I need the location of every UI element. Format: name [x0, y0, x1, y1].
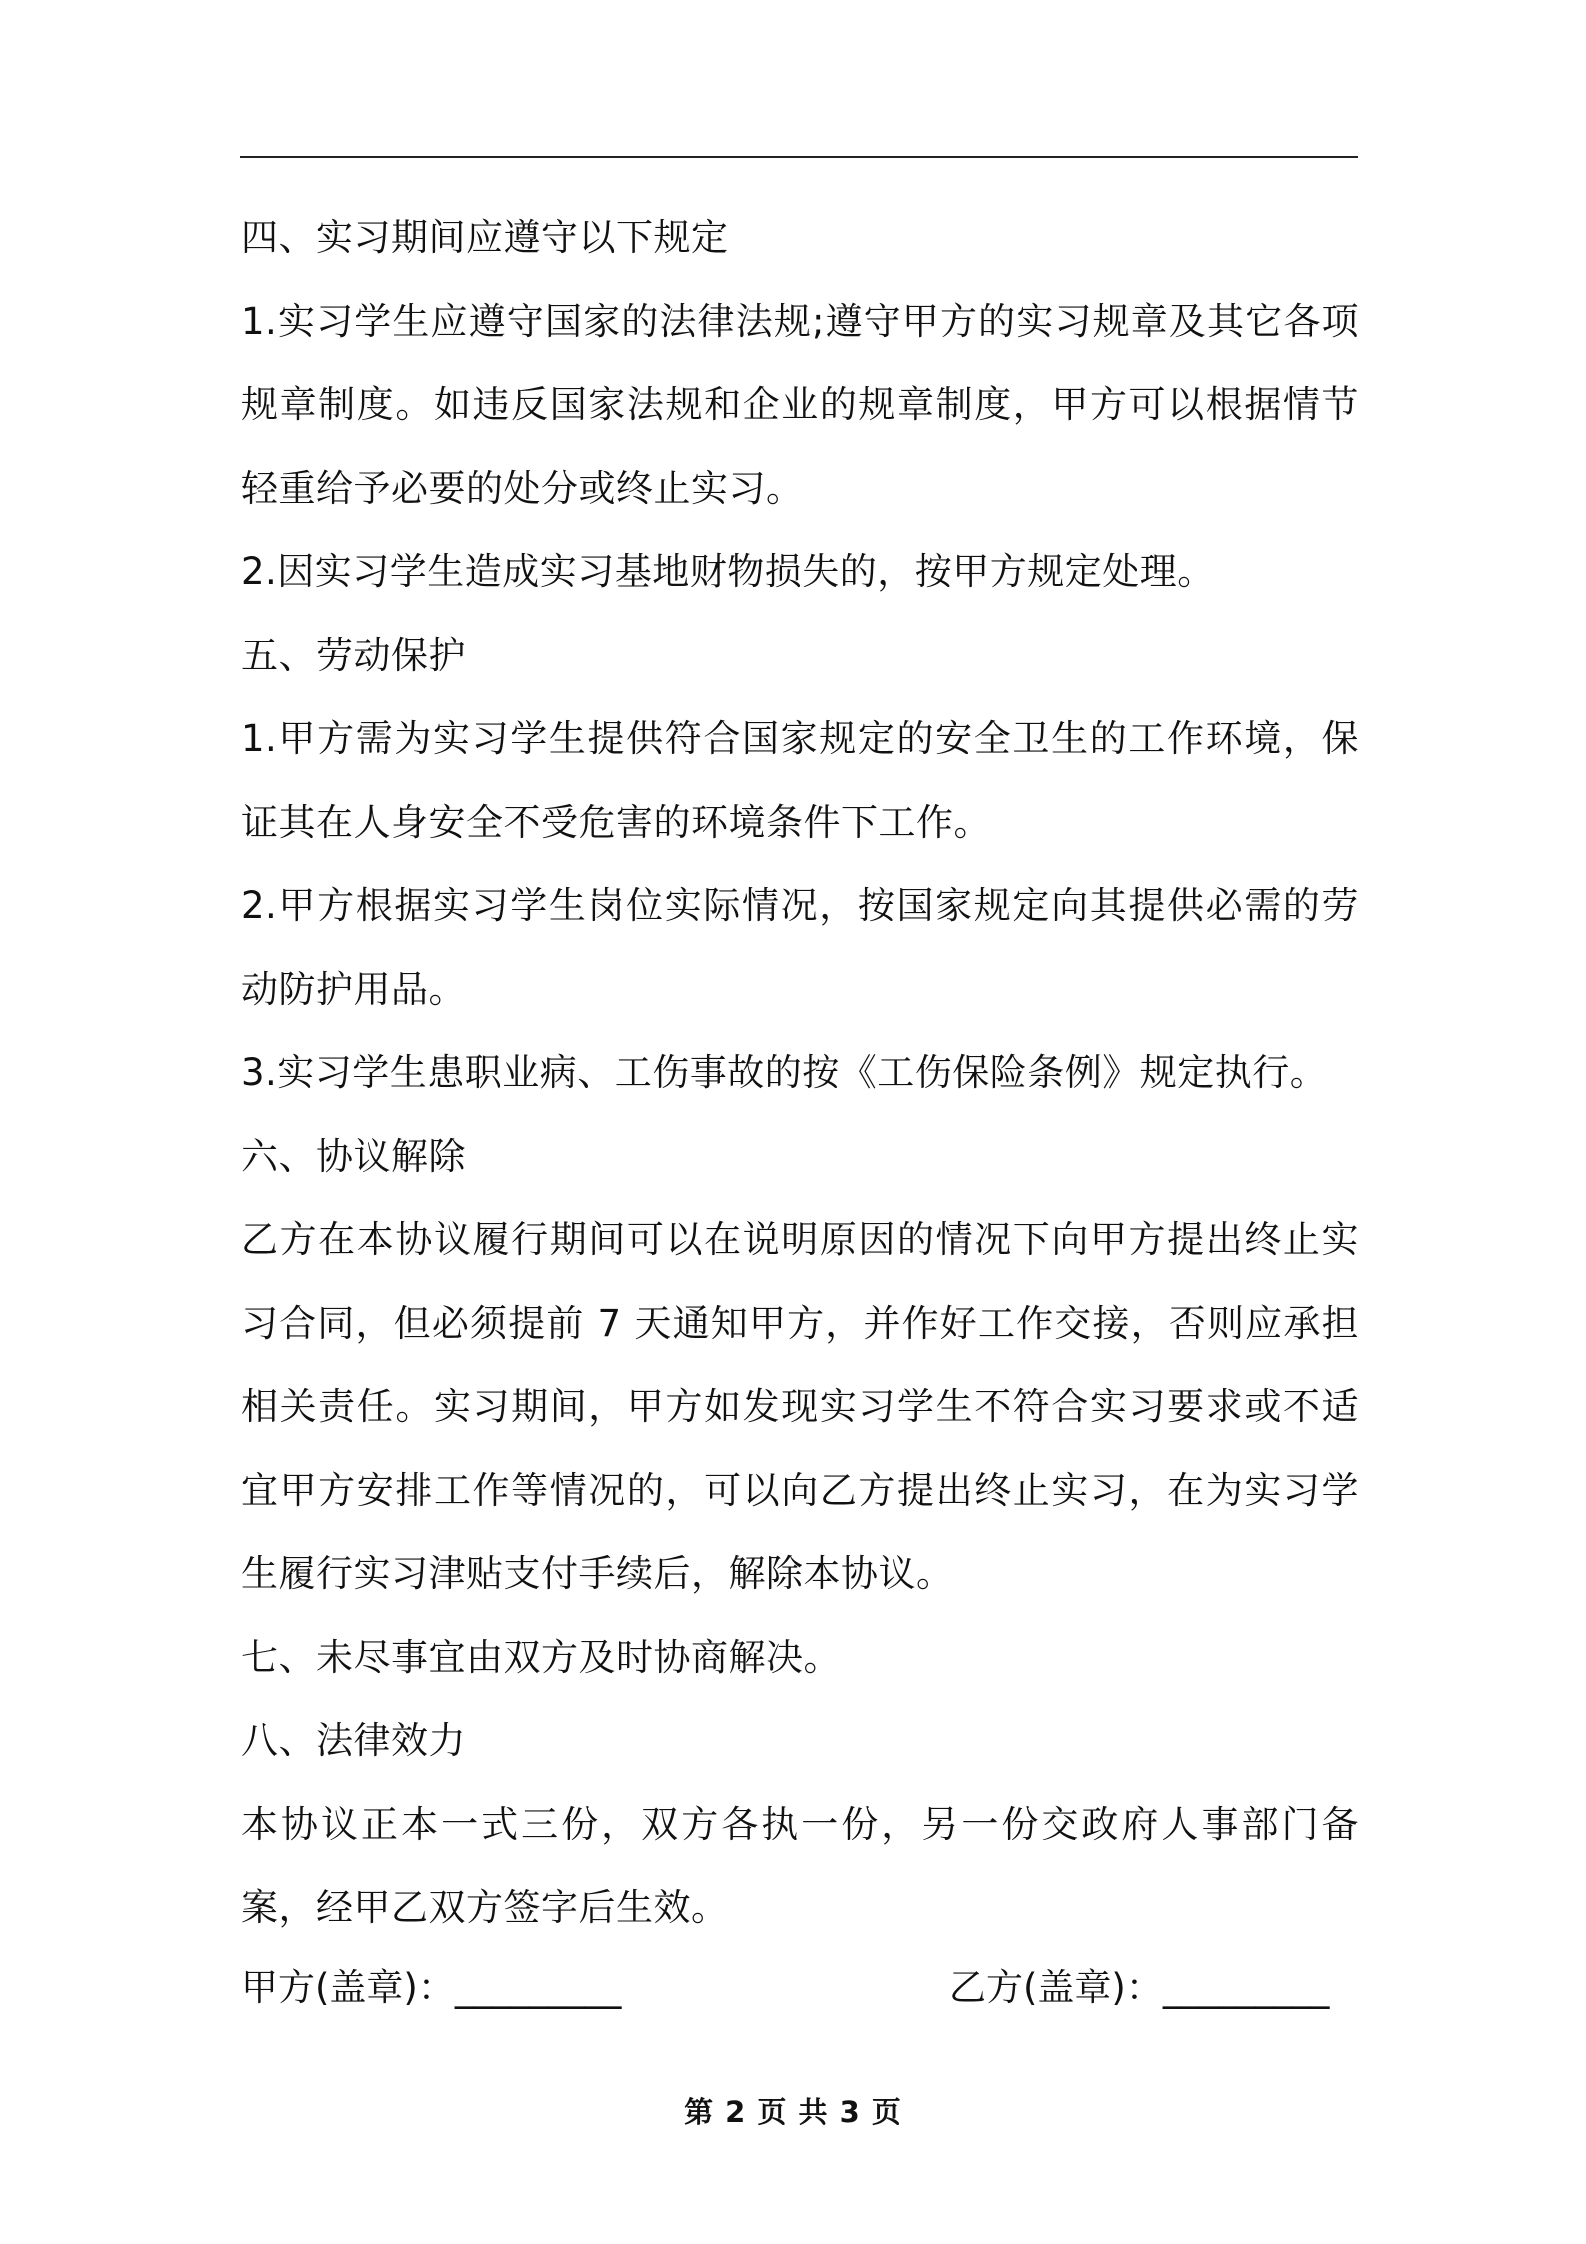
clause-5-2: 2.甲方根据实习学生岗位实际情况，按国家规定向其提供必需的劳动防护用品。 — [241, 884, 1359, 1011]
clause-5-3: 3.实习学生患职业病、工伤事故的按《工伤保险条例》规定执行。 — [241, 1051, 1328, 1094]
document-body — [241, 196, 1359, 1950]
section-heading-7: 七、未尽事宜由双方及时协商解决。 — [241, 1635, 841, 1679]
clause-5-1: 1.甲方需为实习学生提供符合国家规定的安全卫生的工作环境，保证其在人身安全不受危害的环境条件下工作。 — [241, 717, 1359, 844]
section-heading-4: 四、实习期间应遵守以下规定 — [241, 216, 729, 259]
party-b-signature: 乙方(盖章)：_________ — [949, 1966, 1330, 2009]
section-heading-5: 五、劳动保护 — [241, 633, 466, 677]
clause-6-body: 乙方在本协议履行期间可以在说明原因的情况下向甲方提出终止实习合同，但必须提前 7 天通知甲方，并作好工作交接，否则应承担相关责任。实习期间，甲方如发现实习学生不符合实习要求或不适宜甲方安排工作等情况的，可以向乙方提出终止实习，在为实习学生履行实习津贴支付手续后，解除本协议。 — [241, 1218, 1359, 1595]
clause-4-1: 1.实习学生应遵守国家的法律法规;遵守甲方的实习规章及其它各项规章制度。如违反国家法规和企业的规章制度，甲方可以根据情节轻重给予必要的处分或终止实习。 — [241, 299, 1359, 510]
clause-8-body: 本协议正本一式三份，双方各执一份，另一份交政府人事部门备案，经甲乙双方签字后生效。 — [241, 1802, 1359, 1929]
signature-block — [241, 1948, 1359, 2028]
header-rule — [240, 156, 1358, 158]
section-heading-6: 六、协议解除 — [241, 1134, 466, 1178]
clause-4-2: 2.因实习学生造成实习基地财物损失的，按甲方规定处理。 — [241, 550, 1215, 593]
page-indicator: 第 2 页 共 3 页 — [684, 2095, 902, 2129]
party-a-signature: 甲方(盖章)：_________ — [241, 1966, 622, 2009]
section-heading-8: 八、法律效力 — [241, 1719, 466, 1762]
